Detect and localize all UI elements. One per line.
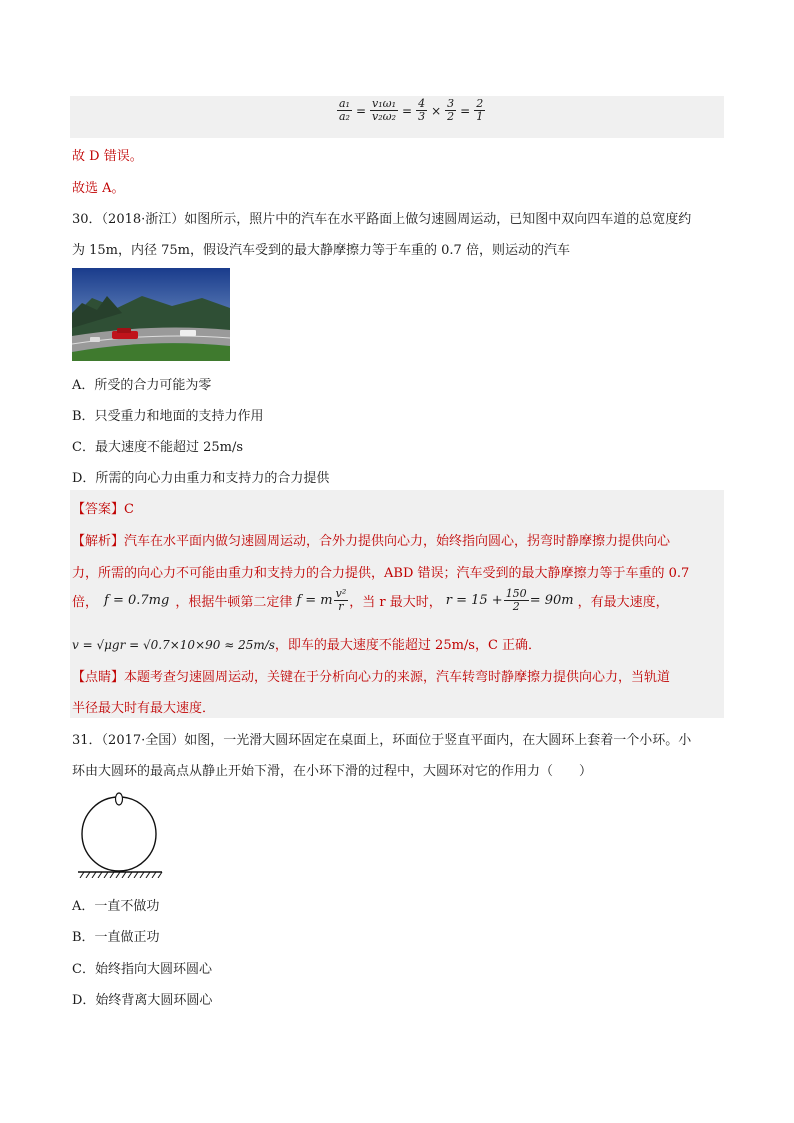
d-wrong-line: 故 D 错误。: [72, 149, 143, 164]
q30-stem-2: 为 15m，内径 75m，假设汽车受到的最大静摩擦力等于车重的 0.7 倍，则运动的汽车: [72, 243, 570, 258]
small-ring: [116, 793, 123, 805]
q31-option-b: B．一直做正功: [72, 930, 160, 945]
q30-option-d: D．所需的向心力由重力和支持力的合力提供: [72, 471, 330, 486]
q30-option-c: C．最大速度不能超过 25m/s: [72, 440, 243, 455]
large-ring: [82, 797, 156, 871]
frac-150-2: $\frac{150}{2}$: [505, 587, 527, 613]
choose-a-line: 故选 A。: [72, 181, 125, 196]
analysis-line-2: 力，所需的向心力不可能由重力和支持力的合力提供，ABD 错误；汽车受到的最大静摩擦力等于车重的 0.7: [72, 566, 690, 581]
q30-option-a: A．所受的合力可能为零: [72, 378, 212, 393]
ratio-equation: $\frac{\text{a₁}}{\text{a₂}}$ = $\frac{\text{v₁ω₁}}{\text{v₂ω₂}}$ = $\frac{4}{3}$ × $\frac{3}{2}$ = $\frac{2}{1}$: [339, 97, 484, 123]
q31-option-c: C．始终指向大圆环圆心: [72, 962, 212, 977]
table-hatch: [80, 872, 162, 878]
frac-4-3: $\frac{4}{3}$: [418, 97, 426, 123]
ring-diagram: [74, 792, 170, 878]
q30-option-b: B．只受重力和地面的支持力作用: [72, 409, 264, 424]
point-line-2: 半径最大时有最大速度．: [72, 701, 216, 716]
answer-line: [72, 498, 134, 517]
q31-stem-1: 31．（2017·全国）如图，一光滑大圆环固定在桌面上，环面位于竖直平面内，在大圆环上套着一个小环。小: [72, 733, 692, 748]
analysis-line-4: v = √μgr = √0.7×10×90 ≈ 25m/s，即车的最大速度不能超过 25m/s，C 正确．: [72, 638, 542, 653]
answer-value: C: [124, 502, 134, 517]
point-tag: 【点睛】: [72, 670, 125, 685]
frac-v2-r: $\frac{\text{v²}}{r}$: [335, 587, 347, 613]
analysis-line-3: 倍， f = 0.7mg ，根据牛顿第二定律 f = m $\frac{\text{v²}}{r}$ ，当 r 最大时， r = 15 + $\frac{150}{2}$ = 90m ，有最大速度，: [72, 587, 669, 613]
friction-formula: f = 0.7mg: [104, 593, 170, 608]
speed-formula: v = √μgr = √0.7×10×90 ≈ 25m/s: [72, 638, 275, 652]
answer-tag: 【答案】: [72, 502, 125, 517]
point-line-1: 【点睛】本题考查匀速圆周运动，关键在于分析向心力的来源，汽车转弯时静摩擦力提供向心力，当轨道: [72, 670, 671, 685]
analysis-tag: 【解析】: [72, 534, 125, 549]
frac-2-1: $\frac{2}{1}$: [476, 97, 484, 123]
q30-stem-1: 30．（2018·浙江）如图所示，照片中的汽车在水平路面上做匀速圆周运动，已知图中双向四车道的总宽度约: [72, 212, 692, 227]
frac-a: $\frac{\text{a₁}}{\text{a₂}}$: [339, 97, 350, 123]
frac-3-2: $\frac{3}{2}$: [447, 97, 455, 123]
q31-option-a: A．一直不做功: [72, 899, 160, 914]
q31-option-d: D．始终背离大圆环圆心: [72, 993, 213, 1008]
road-photo: [72, 268, 230, 361]
q31-stem-2: 环由大圆环的最高点从静止开始下滑，在小环下滑的过程中，大圆环对它的作用力（ ）: [72, 764, 593, 779]
frac-v: $\frac{\text{v₁ω₁}}{\text{v₂ω₂}}$: [372, 97, 397, 123]
analysis-line-1: 【解析】汽车在水平面内做匀速圆周运动，合外力提供向心力，始终指向圆心，拐弯时静摩擦力提供向心: [72, 534, 671, 549]
